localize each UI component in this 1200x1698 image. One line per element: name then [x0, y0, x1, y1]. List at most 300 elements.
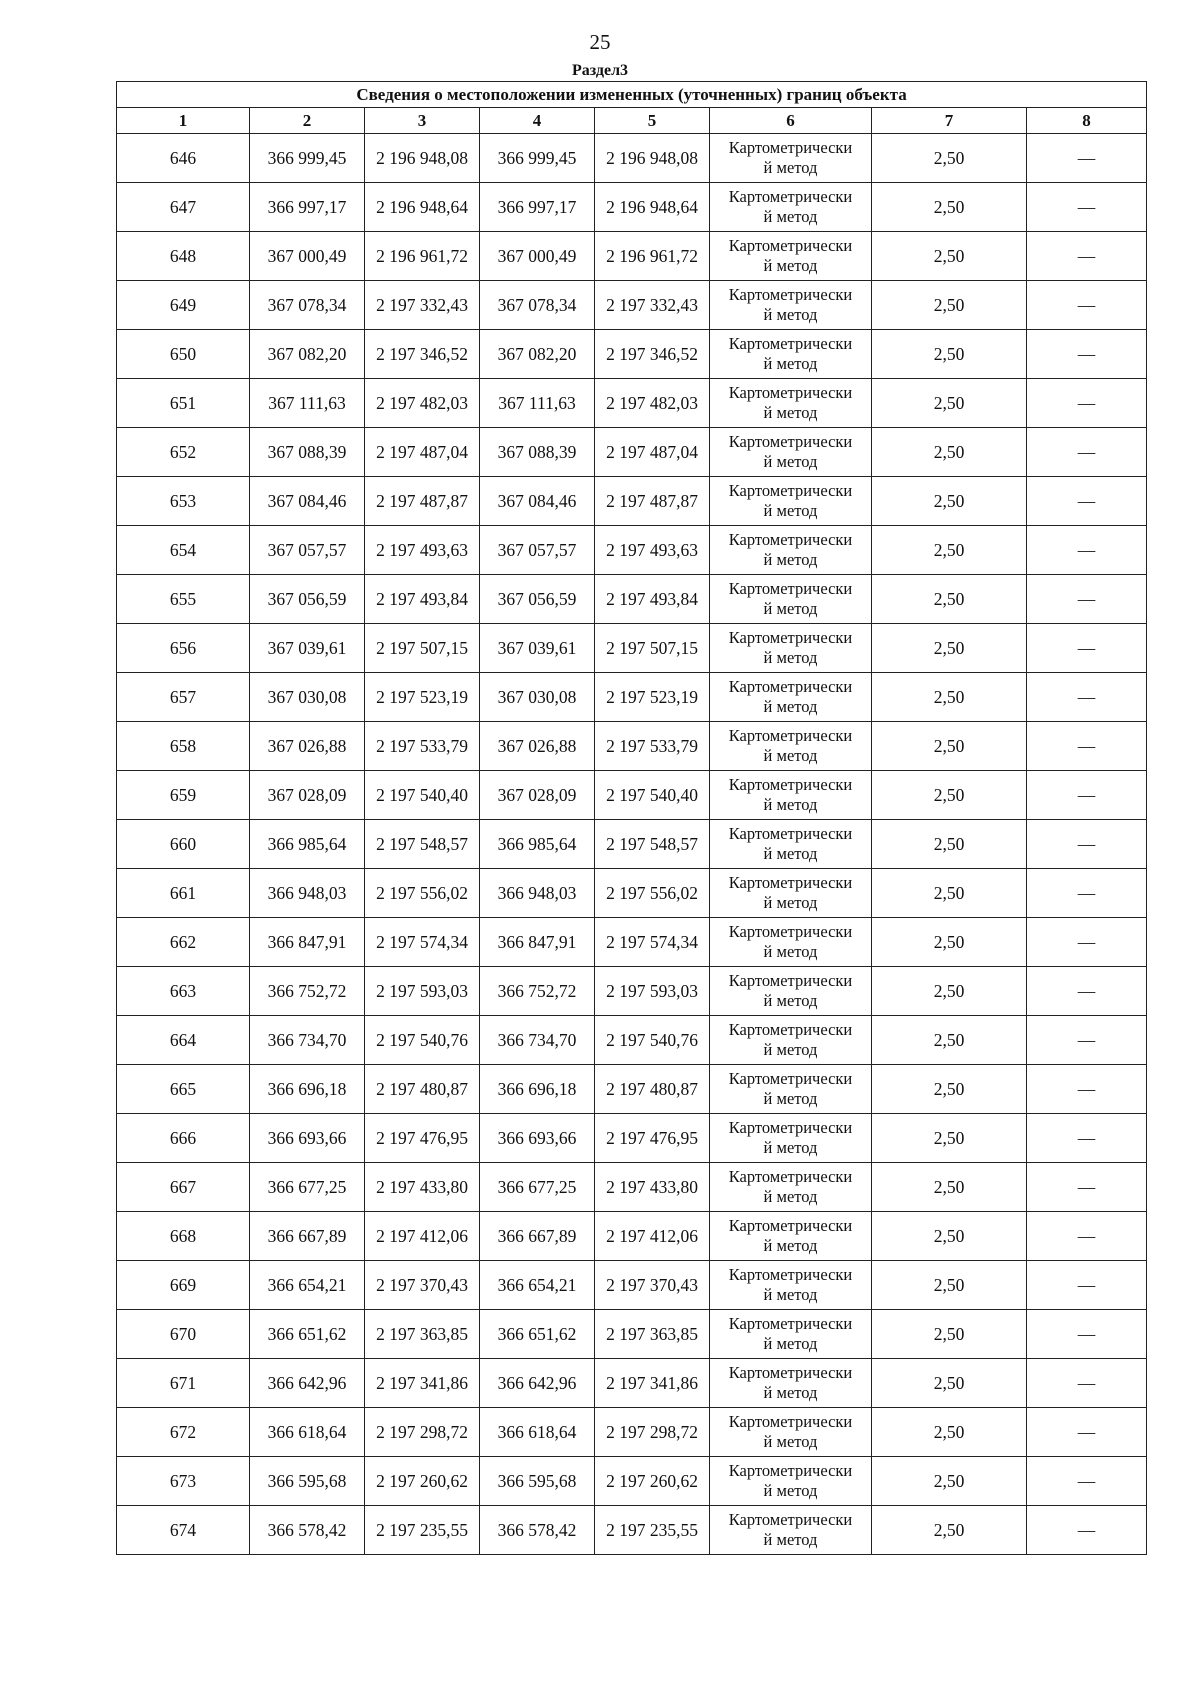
method-text-line1: Картометрически	[728, 922, 853, 942]
method-text-line2: й метод	[763, 256, 818, 275]
x-new-cell: 367 082,20	[480, 330, 595, 379]
method-cell	[710, 1457, 872, 1506]
y-old-cell: 2 197 507,15	[365, 624, 480, 673]
point-number-cell: 674	[117, 1506, 250, 1555]
method-cell	[710, 281, 872, 330]
method-cell	[710, 1506, 872, 1555]
method-cell	[710, 1408, 872, 1457]
table-row	[117, 428, 1147, 477]
x-new-cell: 366 578,42	[480, 1506, 595, 1555]
y-new-cell: 2 197 556,02	[595, 869, 710, 918]
table-row	[117, 1457, 1147, 1506]
x-old-cell: 367 026,88	[250, 722, 365, 771]
method-cell	[710, 771, 872, 820]
x-new-cell: 366 693,66	[480, 1114, 595, 1163]
method-text-line2: й метод	[763, 1138, 818, 1157]
y-old-cell: 2 197 476,95	[365, 1114, 480, 1163]
method-text-line2: й метод	[763, 1187, 818, 1206]
method-text-line2: й метод	[763, 991, 818, 1010]
point-number-cell: 652	[117, 428, 250, 477]
table-row	[117, 869, 1147, 918]
method-text-line1: Картометрически	[728, 1265, 853, 1285]
point-number-cell: 661	[117, 869, 250, 918]
column-number: 4	[480, 108, 595, 134]
y-old-cell: 2 197 574,34	[365, 918, 480, 967]
coordinates-table	[116, 81, 1147, 1555]
x-new-cell: 366 651,62	[480, 1310, 595, 1359]
table-row	[117, 526, 1147, 575]
accuracy-cell: 2,50	[872, 820, 1027, 869]
method-cell	[710, 722, 872, 771]
table-row	[117, 1016, 1147, 1065]
x-new-cell: 367 000,49	[480, 232, 595, 281]
x-new-cell: 367 088,39	[480, 428, 595, 477]
x-old-cell: 366 985,64	[250, 820, 365, 869]
method-text-line1: Картометрически	[728, 824, 853, 844]
note-cell: —	[1027, 1114, 1147, 1163]
method-cell	[710, 1114, 872, 1163]
x-old-cell: 366 847,91	[250, 918, 365, 967]
table-row	[117, 232, 1147, 281]
y-new-cell: 2 197 298,72	[595, 1408, 710, 1457]
y-new-cell: 2 197 332,43	[595, 281, 710, 330]
method-cell	[710, 1163, 872, 1212]
table-row	[117, 624, 1147, 673]
y-new-cell: 2 197 476,95	[595, 1114, 710, 1163]
method-text-line2: й метод	[763, 648, 818, 667]
method-cell	[710, 477, 872, 526]
x-old-cell: 367 000,49	[250, 232, 365, 281]
x-new-cell: 366 752,72	[480, 967, 595, 1016]
accuracy-cell: 2,50	[872, 183, 1027, 232]
method-cell	[710, 624, 872, 673]
y-old-cell: 2 197 341,86	[365, 1359, 480, 1408]
x-new-cell: 366 667,89	[480, 1212, 595, 1261]
method-text-line2: й метод	[763, 746, 818, 765]
method-text-line1: Картометрически	[728, 1069, 853, 1089]
method-text-line2: й метод	[763, 893, 818, 912]
point-number-cell: 656	[117, 624, 250, 673]
method-text-line2: й метод	[763, 354, 818, 373]
y-old-cell: 2 197 540,76	[365, 1016, 480, 1065]
method-text-line1: Картометрически	[728, 187, 853, 207]
column-number: 3	[365, 108, 480, 134]
point-number-cell: 668	[117, 1212, 250, 1261]
method-text-line1: Картометрически	[728, 971, 853, 991]
point-number-cell: 672	[117, 1408, 250, 1457]
point-number-cell: 660	[117, 820, 250, 869]
method-cell	[710, 1359, 872, 1408]
y-old-cell: 2 197 433,80	[365, 1163, 480, 1212]
table-row	[117, 918, 1147, 967]
method-text-line2: й метод	[763, 550, 818, 569]
note-cell: —	[1027, 1359, 1147, 1408]
method-cell	[710, 673, 872, 722]
y-old-cell: 2 197 533,79	[365, 722, 480, 771]
table-title-row	[117, 82, 1147, 108]
x-old-cell: 366 693,66	[250, 1114, 365, 1163]
x-new-cell: 367 039,61	[480, 624, 595, 673]
x-new-cell: 366 999,45	[480, 134, 595, 183]
accuracy-cell: 2,50	[872, 134, 1027, 183]
y-old-cell: 2 196 961,72	[365, 232, 480, 281]
y-old-cell: 2 197 482,03	[365, 379, 480, 428]
method-text-line2: й метод	[763, 158, 818, 177]
method-cell	[710, 379, 872, 428]
x-old-cell: 366 595,68	[250, 1457, 365, 1506]
y-old-cell: 2 197 556,02	[365, 869, 480, 918]
point-number-cell: 648	[117, 232, 250, 281]
note-cell: —	[1027, 771, 1147, 820]
accuracy-cell: 2,50	[872, 673, 1027, 722]
method-text-line2: й метод	[763, 1334, 818, 1353]
method-text-line1: Картометрически	[728, 236, 853, 256]
y-old-cell: 2 197 487,04	[365, 428, 480, 477]
method-text-line1: Картометрически	[728, 1363, 853, 1383]
y-old-cell: 2 196 948,08	[365, 134, 480, 183]
note-cell: —	[1027, 1310, 1147, 1359]
note-cell: —	[1027, 1506, 1147, 1555]
x-new-cell: 366 734,70	[480, 1016, 595, 1065]
x-new-cell: 367 026,88	[480, 722, 595, 771]
accuracy-cell: 2,50	[872, 722, 1027, 771]
note-cell: —	[1027, 918, 1147, 967]
section-title: Раздел3	[571, 62, 629, 79]
x-old-cell: 367 028,09	[250, 771, 365, 820]
y-new-cell: 2 196 948,64	[595, 183, 710, 232]
method-cell	[710, 232, 872, 281]
method-text-line2: й метод	[763, 844, 818, 863]
point-number-cell: 653	[117, 477, 250, 526]
note-cell: —	[1027, 134, 1147, 183]
table-body	[117, 134, 1147, 1555]
method-text-line1: Картометрически	[728, 1118, 853, 1138]
y-old-cell: 2 197 593,03	[365, 967, 480, 1016]
table-row	[117, 281, 1147, 330]
accuracy-cell: 2,50	[872, 1163, 1027, 1212]
y-new-cell: 2 197 487,87	[595, 477, 710, 526]
accuracy-cell: 2,50	[872, 575, 1027, 624]
method-text-line2: й метод	[763, 795, 818, 814]
column-number: 1	[117, 108, 250, 134]
method-text-line2: й метод	[763, 697, 818, 716]
x-old-cell: 366 642,96	[250, 1359, 365, 1408]
point-number-cell: 662	[117, 918, 250, 967]
table-row	[117, 1065, 1147, 1114]
accuracy-cell: 2,50	[872, 918, 1027, 967]
x-new-cell: 366 642,96	[480, 1359, 595, 1408]
method-cell	[710, 330, 872, 379]
y-new-cell: 2 197 548,57	[595, 820, 710, 869]
x-old-cell: 366 696,18	[250, 1065, 365, 1114]
table-row	[117, 1506, 1147, 1555]
table-row	[117, 722, 1147, 771]
method-text-line2: й метод	[763, 452, 818, 471]
point-number-cell: 666	[117, 1114, 250, 1163]
table-title: Сведения о местоположении измененных (уточненных) границ объекта	[117, 82, 1147, 108]
x-new-cell: 366 618,64	[480, 1408, 595, 1457]
method-cell	[710, 526, 872, 575]
table-row	[117, 330, 1147, 379]
method-text-line1: Картометрически	[728, 1216, 853, 1236]
method-text-line1: Картометрически	[728, 726, 853, 746]
method-text-line2: й метод	[763, 1481, 818, 1500]
method-text-line1: Картометрически	[728, 1510, 853, 1530]
x-old-cell: 367 084,46	[250, 477, 365, 526]
point-number-cell: 655	[117, 575, 250, 624]
y-old-cell: 2 197 480,87	[365, 1065, 480, 1114]
method-text-line2: й метод	[763, 1432, 818, 1451]
method-text-line2: й метод	[763, 942, 818, 961]
x-old-cell: 366 734,70	[250, 1016, 365, 1065]
method-cell	[710, 134, 872, 183]
table-header	[117, 82, 1147, 134]
method-text-line1: Картометрически	[728, 873, 853, 893]
method-text-line1: Картометрически	[728, 1461, 853, 1481]
note-cell: —	[1027, 281, 1147, 330]
note-cell: —	[1027, 624, 1147, 673]
y-new-cell: 2 197 480,87	[595, 1065, 710, 1114]
note-cell: —	[1027, 722, 1147, 771]
y-old-cell: 2 197 332,43	[365, 281, 480, 330]
point-number-cell: 670	[117, 1310, 250, 1359]
column-number-row	[117, 108, 1147, 134]
method-text-line1: Картометрически	[728, 138, 853, 158]
note-cell: —	[1027, 673, 1147, 722]
table-row	[117, 1359, 1147, 1408]
x-new-cell: 367 028,09	[480, 771, 595, 820]
x-old-cell: 367 039,61	[250, 624, 365, 673]
column-number: 6	[710, 108, 872, 134]
method-text-line1: Картометрически	[728, 481, 853, 501]
note-cell: —	[1027, 183, 1147, 232]
y-new-cell: 2 197 363,85	[595, 1310, 710, 1359]
method-text-line2: й метод	[763, 599, 818, 618]
method-text-line1: Картометрически	[728, 432, 853, 452]
accuracy-cell: 2,50	[872, 1457, 1027, 1506]
note-cell: —	[1027, 1163, 1147, 1212]
y-new-cell: 2 197 370,43	[595, 1261, 710, 1310]
column-number: 8	[1027, 108, 1147, 134]
accuracy-cell: 2,50	[872, 771, 1027, 820]
x-old-cell: 367 082,20	[250, 330, 365, 379]
point-number-cell: 651	[117, 379, 250, 428]
note-cell: —	[1027, 330, 1147, 379]
accuracy-cell: 2,50	[872, 1016, 1027, 1065]
table-row	[117, 1261, 1147, 1310]
method-text-line2: й метод	[763, 1530, 818, 1549]
y-new-cell: 2 197 574,34	[595, 918, 710, 967]
accuracy-cell: 2,50	[872, 1065, 1027, 1114]
note-cell: —	[1027, 869, 1147, 918]
y-old-cell: 2 197 548,57	[365, 820, 480, 869]
table-row	[117, 379, 1147, 428]
y-new-cell: 2 197 533,79	[595, 722, 710, 771]
accuracy-cell: 2,50	[872, 624, 1027, 673]
y-new-cell: 2 196 948,08	[595, 134, 710, 183]
method-cell	[710, 1065, 872, 1114]
accuracy-cell: 2,50	[872, 967, 1027, 1016]
note-cell: —	[1027, 1016, 1147, 1065]
note-cell: —	[1027, 477, 1147, 526]
note-cell: —	[1027, 232, 1147, 281]
x-new-cell: 367 056,59	[480, 575, 595, 624]
y-new-cell: 2 197 593,03	[595, 967, 710, 1016]
y-old-cell: 2 197 412,06	[365, 1212, 480, 1261]
point-number-cell: 663	[117, 967, 250, 1016]
accuracy-cell: 2,50	[872, 1359, 1027, 1408]
y-old-cell: 2 197 235,55	[365, 1506, 480, 1555]
x-new-cell: 366 985,64	[480, 820, 595, 869]
x-old-cell: 366 618,64	[250, 1408, 365, 1457]
x-new-cell: 366 997,17	[480, 183, 595, 232]
y-old-cell: 2 197 260,62	[365, 1457, 480, 1506]
point-number-cell: 667	[117, 1163, 250, 1212]
table-row	[117, 1212, 1147, 1261]
y-new-cell: 2 197 493,63	[595, 526, 710, 575]
method-cell	[710, 918, 872, 967]
table-row	[117, 1310, 1147, 1359]
method-text-line2: й метод	[763, 1236, 818, 1255]
method-text-line2: й метод	[763, 1040, 818, 1059]
note-cell: —	[1027, 428, 1147, 477]
point-number-cell: 650	[117, 330, 250, 379]
y-new-cell: 2 197 540,40	[595, 771, 710, 820]
method-text-line2: й метод	[763, 403, 818, 422]
table-row	[117, 134, 1147, 183]
y-new-cell: 2 197 346,52	[595, 330, 710, 379]
table-row	[117, 477, 1147, 526]
method-text-line2: й метод	[763, 207, 818, 226]
x-old-cell: 366 948,03	[250, 869, 365, 918]
point-number-cell: 646	[117, 134, 250, 183]
accuracy-cell: 2,50	[872, 477, 1027, 526]
method-cell	[710, 820, 872, 869]
column-number: 2	[250, 108, 365, 134]
accuracy-cell: 2,50	[872, 428, 1027, 477]
y-old-cell: 2 197 493,63	[365, 526, 480, 575]
y-new-cell: 2 197 540,76	[595, 1016, 710, 1065]
column-number: 7	[872, 108, 1027, 134]
method-text-line1: Картометрически	[728, 1314, 853, 1334]
point-number-cell: 669	[117, 1261, 250, 1310]
accuracy-cell: 2,50	[872, 869, 1027, 918]
accuracy-cell: 2,50	[872, 281, 1027, 330]
x-new-cell: 366 847,91	[480, 918, 595, 967]
point-number-cell: 664	[117, 1016, 250, 1065]
table-row	[117, 771, 1147, 820]
method-text-line1: Картометрически	[728, 1412, 853, 1432]
note-cell: —	[1027, 379, 1147, 428]
point-number-cell: 647	[117, 183, 250, 232]
point-number-cell: 649	[117, 281, 250, 330]
y-old-cell: 2 197 346,52	[365, 330, 480, 379]
method-text-line1: Картометрически	[728, 677, 853, 697]
y-old-cell: 2 197 523,19	[365, 673, 480, 722]
y-new-cell: 2 197 433,80	[595, 1163, 710, 1212]
note-cell: —	[1027, 967, 1147, 1016]
x-new-cell: 367 084,46	[480, 477, 595, 526]
x-old-cell: 366 997,17	[250, 183, 365, 232]
note-cell: —	[1027, 1457, 1147, 1506]
y-new-cell: 2 197 482,03	[595, 379, 710, 428]
y-new-cell: 2 197 507,15	[595, 624, 710, 673]
method-cell	[710, 428, 872, 477]
accuracy-cell: 2,50	[872, 1408, 1027, 1457]
point-number-cell: 665	[117, 1065, 250, 1114]
x-old-cell: 367 030,08	[250, 673, 365, 722]
x-old-cell: 366 651,62	[250, 1310, 365, 1359]
x-new-cell: 367 030,08	[480, 673, 595, 722]
table-row	[117, 1163, 1147, 1212]
x-new-cell: 366 654,21	[480, 1261, 595, 1310]
point-number-cell: 658	[117, 722, 250, 771]
x-old-cell: 366 654,21	[250, 1261, 365, 1310]
x-new-cell: 366 595,68	[480, 1457, 595, 1506]
note-cell: —	[1027, 526, 1147, 575]
y-old-cell: 2 197 363,85	[365, 1310, 480, 1359]
method-cell	[710, 1310, 872, 1359]
table-row	[117, 820, 1147, 869]
accuracy-cell: 2,50	[872, 1310, 1027, 1359]
y-new-cell: 2 196 961,72	[595, 232, 710, 281]
method-cell	[710, 575, 872, 624]
x-new-cell: 366 948,03	[480, 869, 595, 918]
y-old-cell: 2 196 948,64	[365, 183, 480, 232]
method-text-line1: Картометрически	[728, 285, 853, 305]
table-row	[117, 575, 1147, 624]
x-old-cell: 367 088,39	[250, 428, 365, 477]
note-cell: —	[1027, 575, 1147, 624]
method-text-line2: й метод	[763, 305, 818, 324]
note-cell: —	[1027, 1408, 1147, 1457]
accuracy-cell: 2,50	[872, 232, 1027, 281]
accuracy-cell: 2,50	[872, 1261, 1027, 1310]
method-cell	[710, 1212, 872, 1261]
x-new-cell: 367 078,34	[480, 281, 595, 330]
x-old-cell: 366 667,89	[250, 1212, 365, 1261]
y-new-cell: 2 197 523,19	[595, 673, 710, 722]
x-old-cell: 366 677,25	[250, 1163, 365, 1212]
method-cell	[710, 183, 872, 232]
y-old-cell: 2 197 540,40	[365, 771, 480, 820]
table-row	[117, 183, 1147, 232]
x-new-cell: 367 057,57	[480, 526, 595, 575]
note-cell: —	[1027, 1065, 1147, 1114]
accuracy-cell: 2,50	[872, 1506, 1027, 1555]
accuracy-cell: 2,50	[872, 1114, 1027, 1163]
y-old-cell: 2 197 298,72	[365, 1408, 480, 1457]
accuracy-cell: 2,50	[872, 1212, 1027, 1261]
method-cell	[710, 869, 872, 918]
point-number-cell: 659	[117, 771, 250, 820]
note-cell: —	[1027, 820, 1147, 869]
y-new-cell: 2 197 487,04	[595, 428, 710, 477]
y-old-cell: 2 197 487,87	[365, 477, 480, 526]
method-text-line1: Картометрически	[728, 1020, 853, 1040]
method-text-line2: й метод	[763, 501, 818, 520]
note-cell: —	[1027, 1212, 1147, 1261]
point-number-cell: 673	[117, 1457, 250, 1506]
method-text-line2: й метод	[763, 1383, 818, 1402]
method-text-line1: Картометрически	[728, 1167, 853, 1187]
table-row	[117, 1114, 1147, 1163]
y-old-cell: 2 197 370,43	[365, 1261, 480, 1310]
method-text-line1: Картометрически	[728, 383, 853, 403]
x-old-cell: 367 057,57	[250, 526, 365, 575]
accuracy-cell: 2,50	[872, 330, 1027, 379]
method-text-line1: Картометрически	[728, 334, 853, 354]
